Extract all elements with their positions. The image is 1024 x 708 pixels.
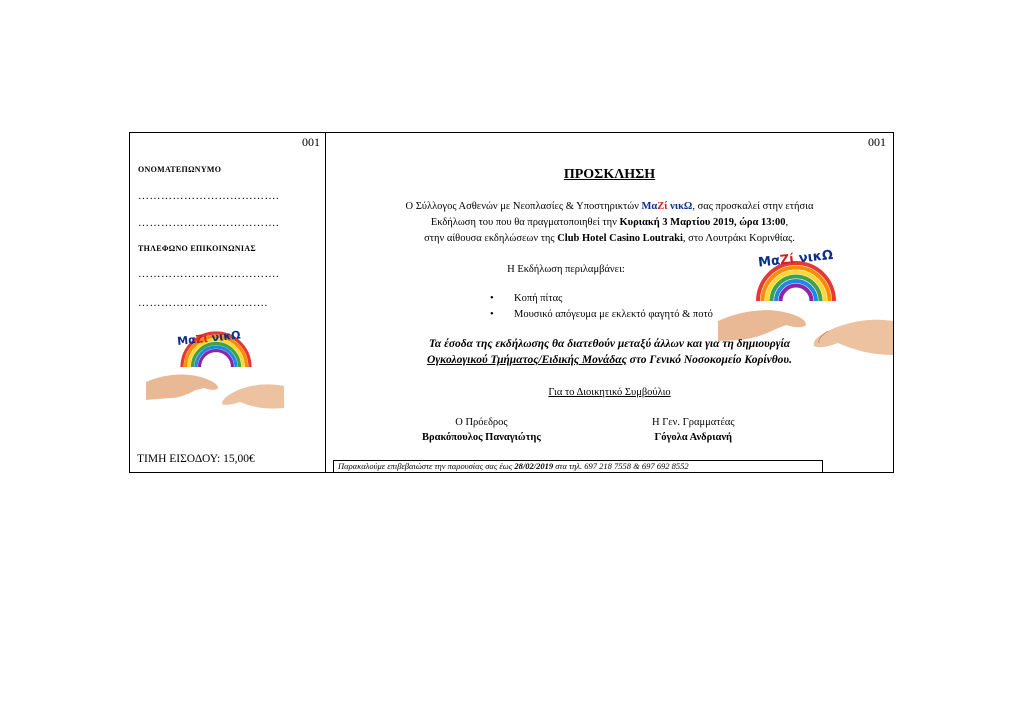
brand-name: ΜαΖί νικΩ [641,201,693,212]
venue-text: στην αίθουσα εκδηλώσεων της [424,233,558,244]
phone-label: ΤΗΛΕΦΩΝΟ ΕΠΙΚΟΙΝΩΝΙΑΣ [138,244,256,253]
name-line-1: ………………………………. [138,190,280,202]
venue-name: Club Hotel Casino Loutraki [557,233,683,244]
program-item: • Μουσικό απόγευμα με εκλεκτό φαγητό & ποτό [490,309,713,320]
main-ticket-number: 001 [868,135,886,149]
intro-line-1 [326,201,893,212]
president-signature [422,417,541,443]
purpose-hospital: στο Γενικό Νοσοκομείο Κορίνθου. [626,354,792,366]
program-list [490,293,713,325]
entry-price: ΤΙΜΗ ΕΙΣΟΔΟΥ: 15,00€ [137,453,255,465]
venue-location: , στο Λουτράκι Κορινθίας. [682,233,795,244]
phone-line-2: ……………………………. [138,297,268,309]
rsvp-phones: στα τηλ. 697 218 7558 & 697 692 8552 [553,461,689,471]
organization-logo-small [146,320,284,424]
stub-ticket-number: 001 [302,135,320,149]
invitation-ticket [129,132,894,473]
secretary-signature [652,417,735,443]
secretary-title: Η Γεν. Γραμματέας [652,417,735,428]
rsvp-date: 28/02/2019 [514,461,554,471]
includes-heading: Η Εκδήλωση περιλαμβάνει: [507,264,625,275]
intro-text-b: , σας προσκαλεί στην ετήσια [692,201,814,212]
name-line-2: ………………………………. [138,217,280,229]
svg-text:ΜαΖί νικΩ: ΜαΖί νικΩ [176,328,242,348]
secretary-name: Γόγολα Ανδριανή [654,432,733,443]
president-title: Ο Πρόεδρος [455,417,508,428]
purpose-line-1: Τα έσοδα της εκδήλωσης θα διατεθούν μεταξύ άλλων και για τη δημιουργία [428,338,791,350]
phone-line-1: ………………………………. [138,268,280,280]
invitation-title: ΠΡΟΣΚΛΗΣΗ [563,167,656,182]
event-date: Κυριακή 3 Μαρτίου 2019, ώρα 13:00 [619,217,786,228]
name-label: ΟΝΟΜΑΤΕΠΩΝΥΜΟ [138,165,222,174]
president-name: Βρακόπουλος Παναγιώτης [422,432,541,443]
ticket-main [326,133,893,472]
svg-text:ΜαΖί νικΩ: ΜαΖί νικΩ [757,247,834,271]
ticket-stub [130,133,326,472]
rsvp-footer [333,460,823,473]
intro-line-2: Εκδήλωση του που θα πραγματοποιηθεί την Κυριακή 3 Μαρτίου 2019, ώρα 13:00, [430,217,789,228]
purpose-line-2 [326,354,893,366]
intro-text-a: Ο Σύλλογος Ασθενών με Νεοπλασίες & Υποστηρικτών [405,201,642,212]
purpose-unit: Ογκολογικού Τμήματος/Ειδικής Μονάδας [427,354,627,366]
board-signoff: Για το Διοικητικό Συμβούλιο [548,387,671,398]
rsvp-text: Παρακαλούμε επιβεβαιώστε την παρουσίας σας έως [338,461,515,471]
program-item: • Κοπή πίτας [490,293,563,304]
event-text: Εκδήλωση του που θα πραγματοποιηθεί την [430,217,620,228]
